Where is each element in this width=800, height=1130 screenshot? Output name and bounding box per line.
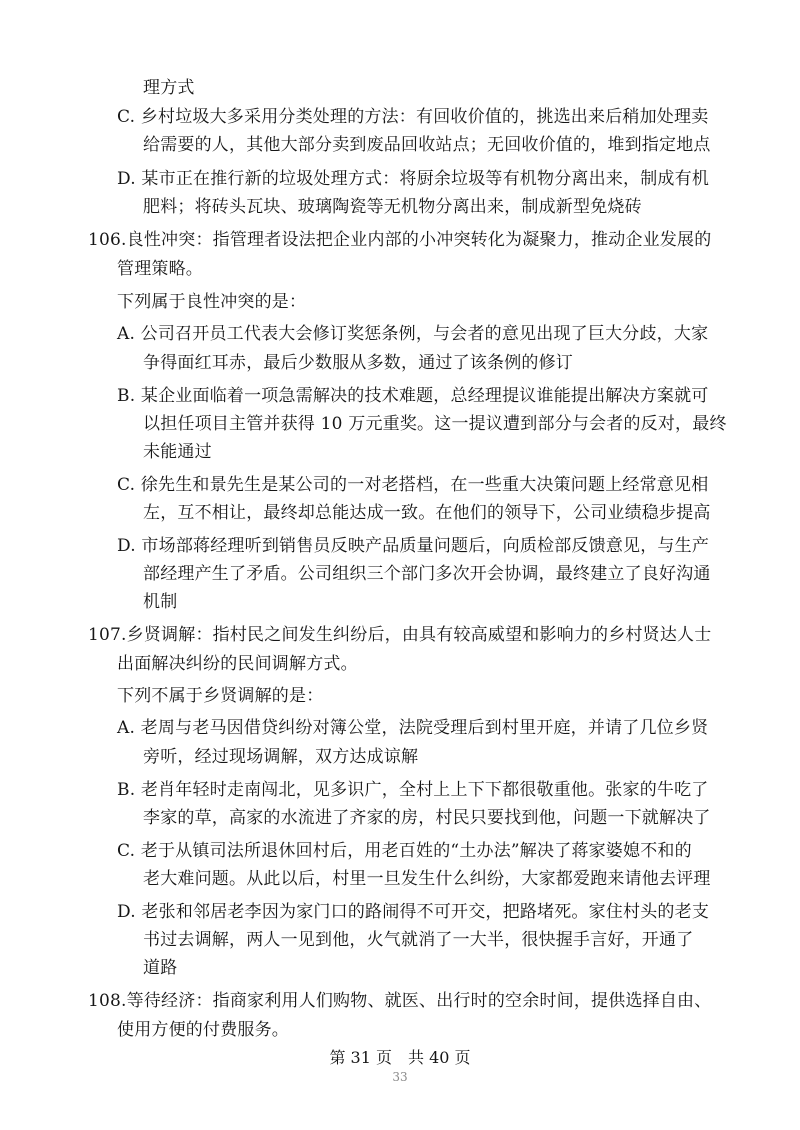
q105-option-c-line1: C. 乡村垃圾大多采用分类处理的方法：有回收价值的，挑选出来后稍加处理卖	[117, 107, 709, 127]
q105-option-d-line1: D. 某市正在推行新的垃圾处理方式：将厨余垃圾等有机物分离出来，制成有机	[117, 169, 710, 189]
q106-option-d-line3: 机制	[143, 592, 178, 612]
q105-option-d-line2: 肥料；将砖头瓦块、玻璃陶瓷等无机物分离出来，制成新型免烧砖	[143, 197, 642, 217]
q107-option-b-line1: B. 老肖年轻时走南闯北，见多识广，全村上上下下都很敬重他。张家的牛吃了	[117, 780, 709, 800]
q105-option-b-continuation: 理方式	[143, 78, 195, 98]
q107-option-c-line1: C. 老于从镇司法所退休回村后，用老百姓的“土办法”解决了蒋家婆媳不和的	[117, 841, 692, 861]
scan-page-number: 33	[392, 1070, 408, 1084]
q107-option-d-line1: D. 老张和邻居老李因为家门口的路闹得不可开交，把路堵死。家住村头的老支	[117, 902, 710, 922]
q107-definition-line1: 107.乡贤调解：指村民之间发生纠纷后，由具有较高威望和影响力的乡村贤达人士	[88, 625, 712, 645]
q107-option-c-line2: 老大难问题。从此以后，村里一旦发生什么纠纷，大家都爱跑来请他去评理	[143, 869, 711, 889]
q106-definition-line2: 管理策略。	[117, 259, 203, 279]
q107-question-prompt: 下列不属于乡贤调解的是：	[117, 686, 324, 706]
q107-definition-line2: 出面解决纠纷的民间调解方式。	[117, 654, 358, 674]
q106-question-prompt: 下列属于良性冲突的是：	[117, 292, 307, 312]
q106-option-c-line1: C. 徐先生和景先生是某公司的一对老搭档，在一些重大决策问题上经常意见相	[117, 475, 709, 495]
q107-option-a-line2: 旁听，经过现场调解，双方达成谅解	[143, 747, 419, 767]
page-footer-label: 第 31 页 共 40 页	[329, 1048, 471, 1067]
q106-option-a-line2: 争得面红耳赤，最后少数服从多数，通过了该条例的修订	[143, 353, 573, 373]
q106-option-d-line2: 部经理产生了矛盾。公司组织三个部门多次开会协调，最终建立了良好沟通	[143, 564, 711, 584]
q106-option-c-line2: 左，互不相让，最终却总能达成一致。在他们的领导下，公司业绩稳步提高	[143, 503, 711, 523]
q106-option-d-line1: D. 市场部蒋经理听到销售员反映产品质量问题后，向质检部反馈意见，与生产	[117, 536, 710, 556]
q107-option-a-line1: A. 老周与老马因借贷纠纷对簿公堂，法院受理后到村里开庭，并请了几位乡贤	[117, 718, 709, 738]
q108-definition-line1: 108.等待经济：指商家利用人们购物、就医、出行时的空余时间，提供选择自由、	[88, 991, 712, 1011]
q106-option-b-line3: 未能通过	[143, 442, 212, 462]
q106-option-a-line1: A. 公司召开员工代表大会修订奖惩条例，与会者的意见出现了巨大分歧，大家	[117, 324, 709, 344]
q105-option-c-line2: 给需要的人，其他大部分卖到废品回收站点；无回收价值的，堆到指定地点	[143, 135, 711, 155]
q107-option-d-line3: 道路	[143, 958, 178, 978]
q106-definition-line1: 106.良性冲突：指管理者设法把企业内部的小冲突转化为凝聚力，推动企业发展的	[88, 230, 712, 250]
q108-definition-line2: 使用方便的付费服务。	[117, 1020, 289, 1040]
q106-option-b-line1: B. 某企业面临着一项急需解决的技术难题，总经理提议谁能提出解决方案就可	[117, 386, 709, 406]
q107-option-b-line2: 李家的草，高家的水流进了齐家的房，村民只要找到他，问题一下就解决了	[143, 808, 711, 828]
q106-option-b-line2: 以担任项目主管并获得 10 万元重奖。这一提议遭到部分与会者的反对，最终	[143, 414, 727, 434]
q107-option-d-line2: 书过去调解，两人一见到他，火气就消了一大半，很快握手言好，开通了	[143, 930, 694, 950]
